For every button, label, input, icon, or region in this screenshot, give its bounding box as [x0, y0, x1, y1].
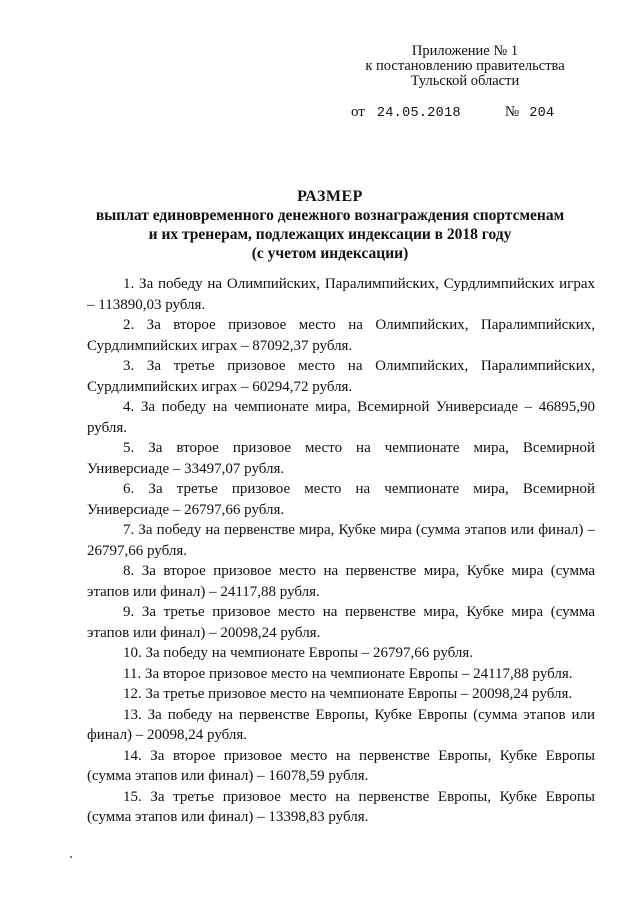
appendix-line-1: Приложение № 1 — [411, 43, 519, 59]
payment-items-list — [87, 274, 595, 828]
list-item: 12. За третье призовое место на чемпионате Европы – 20098,24 рубля. — [123, 686, 573, 702]
list-item: 2. За второе призовое место на Олимпийских, Паралимпийских, Сурдлимпийских играх – 87092,37 рубля. — [87, 317, 595, 354]
title-line-1: выплат единовременного денежного вознаграждения спортсменам — [95, 207, 565, 224]
appendix-line-3: Тульской области — [410, 73, 520, 89]
appendix-line-2: к постановлению правительства — [365, 58, 565, 74]
reference-date: 24.05.2018 — [376, 106, 461, 121]
title-main: РАЗМЕР — [297, 188, 363, 205]
list-item: 13. За победу на первенстве Европы, Кубке Европы (сумма этапов или финал) – 20098,24 рубля. — [87, 706, 595, 743]
reference-number-label: № — [504, 104, 520, 120]
document-reference — [351, 104, 554, 121]
list-item: 10. За победу на чемпионате Европы – 26797,66 рубля. — [123, 645, 474, 661]
list-item: 5. За второе призовое место на чемпионате мира, Всемирной Универсиаде – 33497,07 рубля. — [87, 440, 595, 477]
scan-speck — [70, 856, 72, 858]
list-item: 3. За третье призовое место на Олимпийских, Паралимпийских, Сурдлимпийских играх – 60294,72 рубля. — [87, 358, 595, 395]
title-line-2: и их тренерам, подлежащих индексации в 2018 году — [148, 226, 512, 243]
document-title — [60, 187, 600, 263]
reference-from-label: от — [351, 104, 365, 120]
list-item: 8. За второе призовое место на первенстве мира, Кубке мира (сумма этапов или финал) – 24117,88 рубля. — [87, 563, 595, 600]
list-item: 1. За победу на Олимпийских, Паралимпийских, Сурдлимпийских играх – 113890,03 рубля. — [87, 276, 595, 313]
list-item: 4. За победу на чемпионате мира, Всемирной Универсиаде – 46895,90 рубля. — [87, 399, 595, 436]
list-item: 14. За второе призовое место на первенстве Европы, Кубке Европы (сумма этапов или финал) – 16078,59 рубля. — [87, 747, 595, 784]
list-item: 15. За третье призовое место на первенстве Европы, Кубке Европы (сумма этапов или финал) – 13398,83 рубля. — [87, 788, 595, 825]
list-item: 7. За победу на первенстве мира, Кубке мира (сумма этапов или финал) – 26797,66 рубля. — [87, 522, 595, 559]
list-item: 11. За второе призовое место на чемпионате Европы – 24117,88 рубля. — [123, 665, 573, 682]
list-item: 9. За третье призовое место на первенстве мира, Кубке мира (сумма этапов или финал) – 20098,24 рубля. — [87, 604, 595, 641]
title-line-3: (с учетом индексации) — [251, 245, 409, 262]
list-item: 6. За третье призовое место на чемпионате мира, Всемирной Универсиаде – 26797,66 рубля. — [87, 481, 595, 518]
appendix-header — [340, 44, 590, 89]
reference-number: 204 — [529, 106, 555, 121]
